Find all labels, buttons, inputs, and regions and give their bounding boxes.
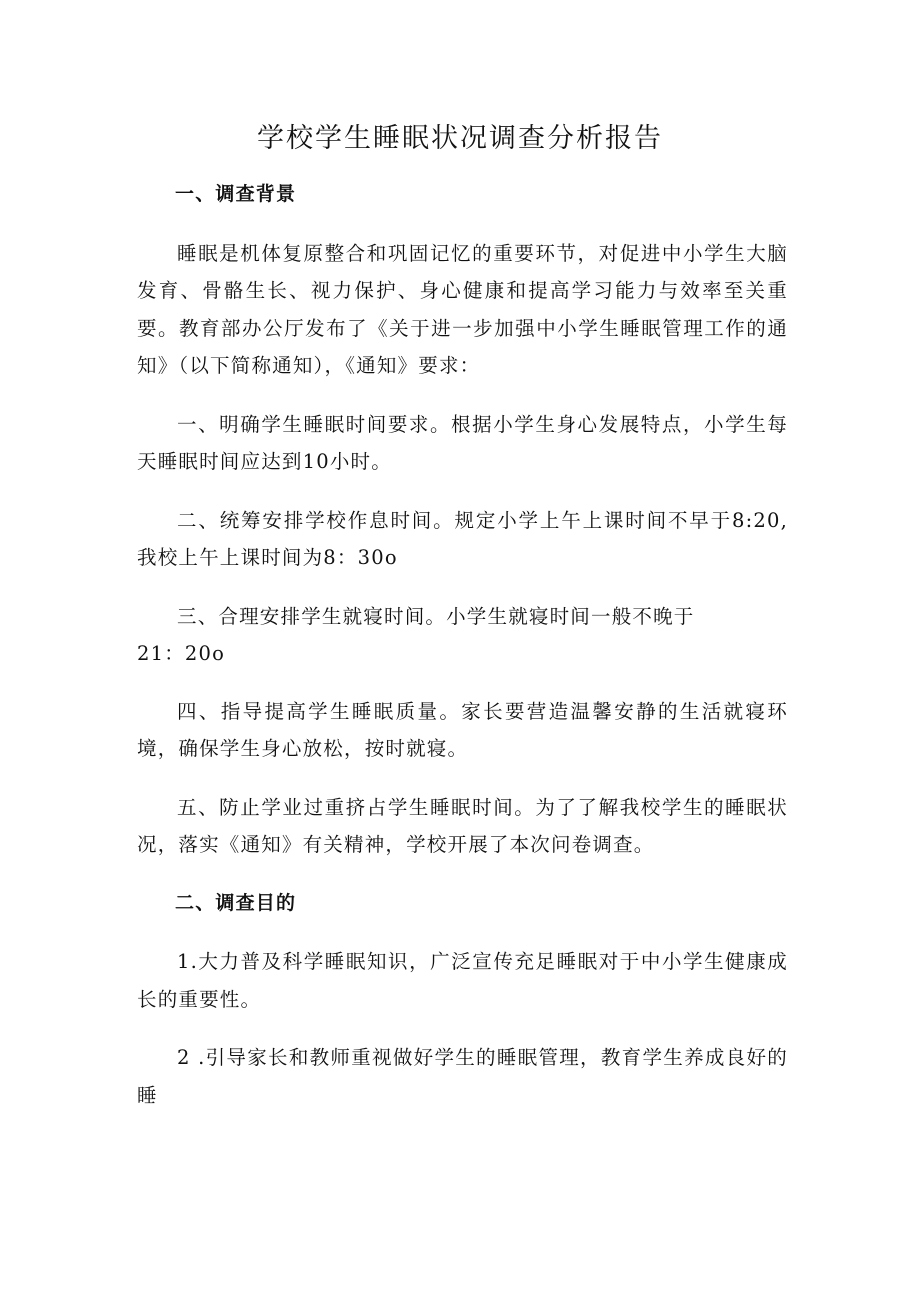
requirement-item-3: [137, 598, 788, 673]
requirement-item-4: 四、指导提高学生睡眠质量。家长要营造温馨安静的生活就寝环境，确保学生身心放松，按时就寝。: [137, 699, 788, 760]
requirement-item-2: 二、统筹安排学校作息时间。规定小学上午上课时间不早于8:20,我校上午上课时间为8：30o: [137, 508, 788, 569]
section-heading-purpose: 二、调查目的: [175, 891, 297, 914]
requirement-item-1: 一、明确学生睡眠时间要求。根据小学生身心发展特点，小学生每天睡眠时间应达到10小时。: [137, 412, 788, 473]
requirement-item-5: 五、防止学业过重挤占学生睡眠时间。为了了解我校学生的睡眠状况，落实《通知》有关精神，学校开展了本次问卷调查。: [137, 795, 788, 856]
requirement-item-3-line-2: 21：20o: [137, 642, 226, 665]
purpose-item-2: 2 .引导家长和教师重视做好学生的睡眠管理，教育学生养成良好的睡: [137, 1046, 788, 1107]
section-heading-background: 一、调查背景: [175, 183, 297, 205]
purpose-item-1: 1.大力普及科学睡眠知识，广泛宣传充足睡眠对于中小学生健康成长的重要性。: [137, 950, 788, 1011]
document-body: [137, 176, 788, 1135]
requirement-item-3-line-1: 三、合理安排学生就寝时间。小学生就寝时间一般不晚于: [177, 604, 695, 628]
background-intro-paragraph: 睡眠是机体复原整合和巩固记忆的重要环节，对促进中小学生大脑发育、骨骼生长、视力保护、身心健康和提高学习能力与效率至关重要。教育部办公厅发布了《关于进一步加强中小学生睡眠管理工作的通知》（以下简称通知），《通知》要求：: [137, 241, 788, 377]
document-title: 学校学生睡眠状况调查分析报告: [257, 123, 663, 154]
